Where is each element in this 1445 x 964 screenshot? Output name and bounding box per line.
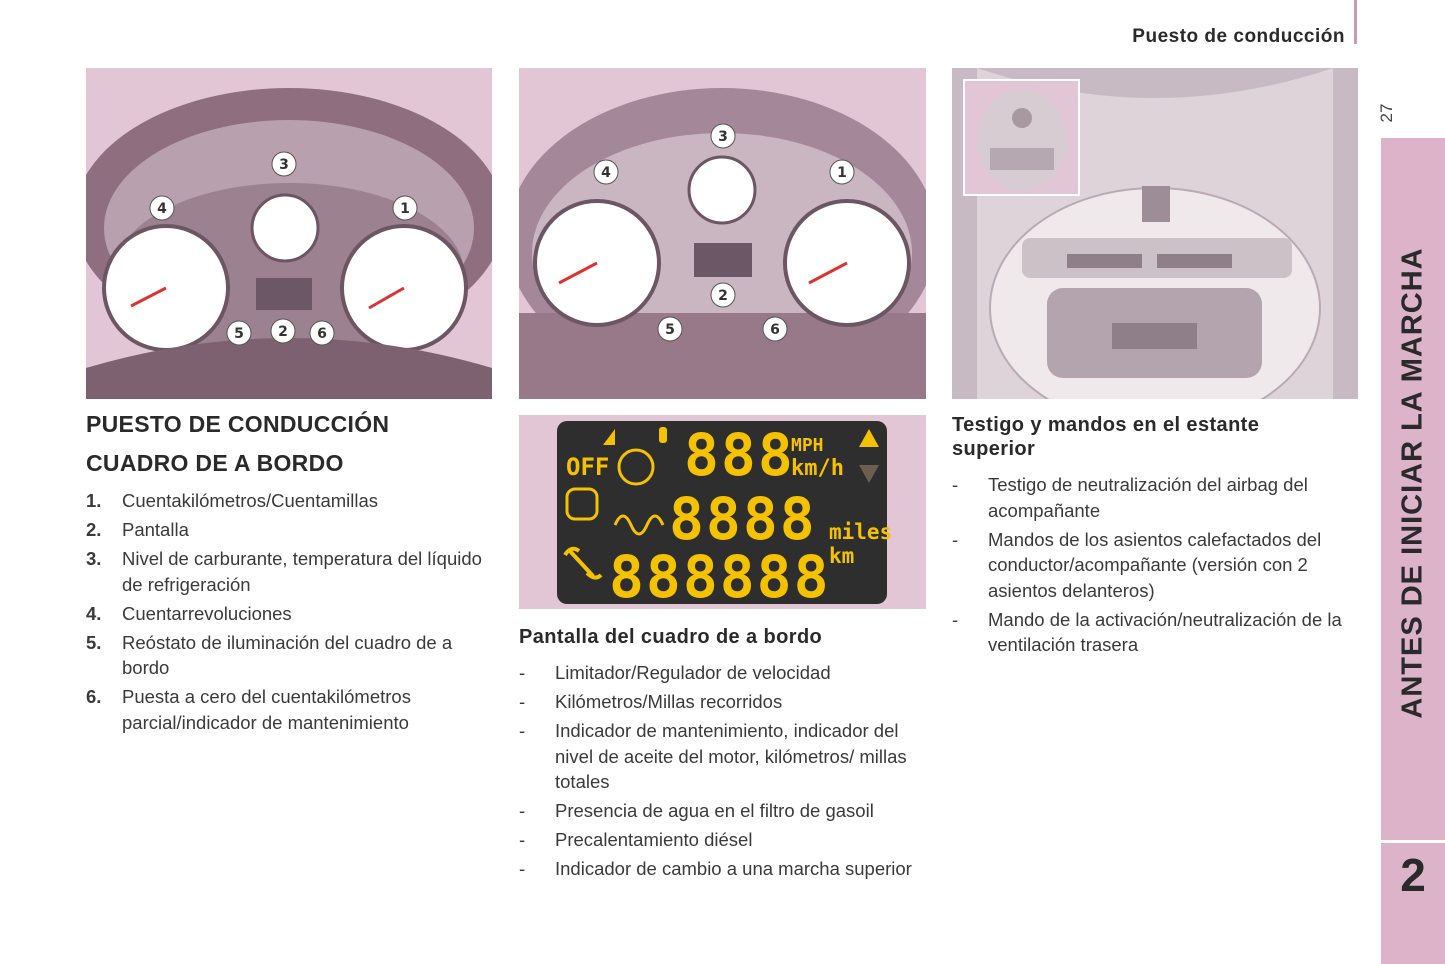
overhead-shelf-figure — [952, 68, 1358, 399]
list-item: - Mandos de los asientos calefactados del conductor/acompañante (versión con 2 asientos delanteros) — [952, 528, 1322, 601]
chapter-tab-divider — [1381, 840, 1445, 843]
chapter-number: 2 — [1400, 849, 1426, 901]
callout-4: 4 — [157, 201, 167, 217]
callout-3: 3 — [279, 157, 289, 173]
callout-5: 5 — [234, 326, 244, 342]
lcd-row3-digits: 888888 — [609, 543, 831, 609]
list-item: - Testigo de neutralización del airbag del acompañante — [952, 474, 1308, 521]
callout-3: 3 — [718, 129, 728, 145]
list-item: 3. Nivel de carburante, temperatura del líquido de refrigeración — [86, 548, 482, 595]
list-item: 1. Cuentakilómetros/Cuentamillas — [86, 490, 379, 511]
page-number: 27 — [1377, 103, 1396, 123]
list-item: - Precalentamiento diésel — [519, 829, 753, 850]
display-list — [519, 660, 929, 885]
instrument-panel-figure-1 — [86, 68, 492, 399]
list-item: - Presencia de agua en el filtro de gasoil — [519, 800, 874, 821]
header-divider — [1354, 0, 1357, 44]
callout-1: 1 — [837, 165, 847, 181]
callout-6: 6 — [317, 326, 327, 342]
lcd-unit-km: km — [829, 544, 855, 568]
section-heading-estante: Testigo y mandos en el estante superior — [952, 414, 1260, 460]
lcd-off-label: OFF — [566, 453, 610, 481]
lcd-row1-digits: 888 — [684, 421, 795, 489]
lcd-unit-miles: miles — [829, 520, 893, 544]
shelf-controls-list — [952, 472, 1362, 661]
callout-4: 4 — [601, 165, 611, 181]
list-item: - Kilómetros/Millas recorridos — [519, 691, 783, 712]
list-item: 5. Reóstato de iluminación del cuadro de a bordo — [86, 631, 453, 678]
list-item: 4. Cuentarrevoluciones — [86, 602, 292, 624]
instrument-panel-figure-2 — [519, 68, 926, 399]
callout-2: 2 — [718, 288, 728, 304]
callout-2: 2 — [278, 324, 288, 340]
list-item: 6. Puesta a cero del cuentakilómetros parcial/indicador de mantenimiento — [86, 686, 411, 733]
list-item: - Indicador de cambio a una marcha superior — [519, 858, 912, 879]
lcd-oil-icon — [659, 427, 667, 443]
list-item: 2. Pantalla — [86, 519, 189, 540]
callout-5: 5 — [665, 322, 675, 338]
lcd-row2-digits: 8888 — [669, 485, 817, 553]
chapter-title — [1381, 138, 1445, 828]
list-item: - Indicador de mantenimiento, indicador del nivel de aceite del motor, kilómetros/ millas totales — [519, 720, 907, 792]
lcd-display-figure — [519, 415, 926, 609]
list-item: - Mando de la activación/neutralización de la ventilación trasera — [952, 608, 1342, 655]
callout-6: 6 — [770, 322, 780, 338]
lcd-unit-kmh: km/h — [791, 456, 844, 481]
component-list — [86, 488, 496, 739]
section-heading-pantalla: Pantalla del cuadro de a bordo — [519, 626, 823, 648]
lcd-unit-mph: MPH — [791, 435, 824, 456]
chapter-title-text: ANTES DE INICIAR LA MARCHA — [1396, 247, 1429, 719]
section-title-puesto: PUESTO DE CONDUCCIÓN — [86, 411, 390, 437]
callout-1: 1 — [400, 201, 410, 217]
running-header: Puesto de conducción — [1132, 26, 1345, 47]
section-title-cuadro: CUADRO DE A BORDO — [86, 450, 344, 476]
list-item: - Limitador/Regulador de velocidad — [519, 662, 831, 683]
